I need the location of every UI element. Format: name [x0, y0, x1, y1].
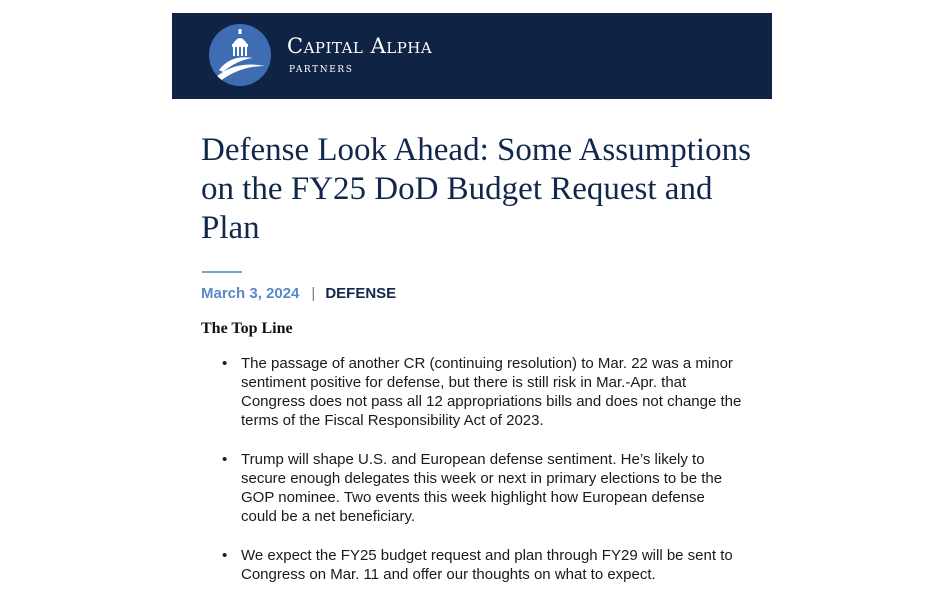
list-item-text: We expect the FY25 budget request and plan through FY29 will be sent to Congress on Mar. 11 and offer our thoughts on what to expect.	[241, 547, 733, 583]
list-item	[222, 450, 742, 526]
header-banner	[172, 13, 772, 99]
publish-date: March 3, 2024	[201, 285, 300, 302]
list-item	[222, 354, 742, 430]
list-item	[222, 546, 742, 584]
bullet-list	[222, 354, 742, 594]
category-label: DEFENSE	[325, 285, 397, 302]
bullet-icon: •	[222, 547, 228, 564]
brand-subtitle: PARTNERS	[289, 65, 354, 75]
list-item-text: The passage of another CR (continuing resolution) to Mar. 22 was a minor sentiment positive for defense, but there is still risk in Mar.-Apr. that Congress does not pass all 12 appropriations bills and does not change the terms of the Fiscal Responsibility Act of 2023.	[241, 355, 742, 429]
article-meta	[201, 285, 396, 303]
bullet-icon: •	[222, 451, 228, 468]
accent-divider	[202, 271, 242, 273]
list-item-text: Trump will shape U.S. and European defense sentiment. He’s likely to secure enough delegates this week or next in primary elections to be the GOP nominee. Two events this week highlight how European defense could be a net beneficiary.	[241, 451, 723, 525]
brand-name: Capital Alpha	[287, 34, 433, 58]
bullet-icon: •	[222, 355, 228, 372]
meta-separator: |	[311, 285, 316, 302]
section-heading: The Top Line	[201, 320, 293, 337]
capitol-dome-icon	[209, 24, 271, 86]
article-title: Defense Look Ahead: Some Assumptions on the FY25 DoD Budget Request and Plan	[201, 132, 751, 246]
